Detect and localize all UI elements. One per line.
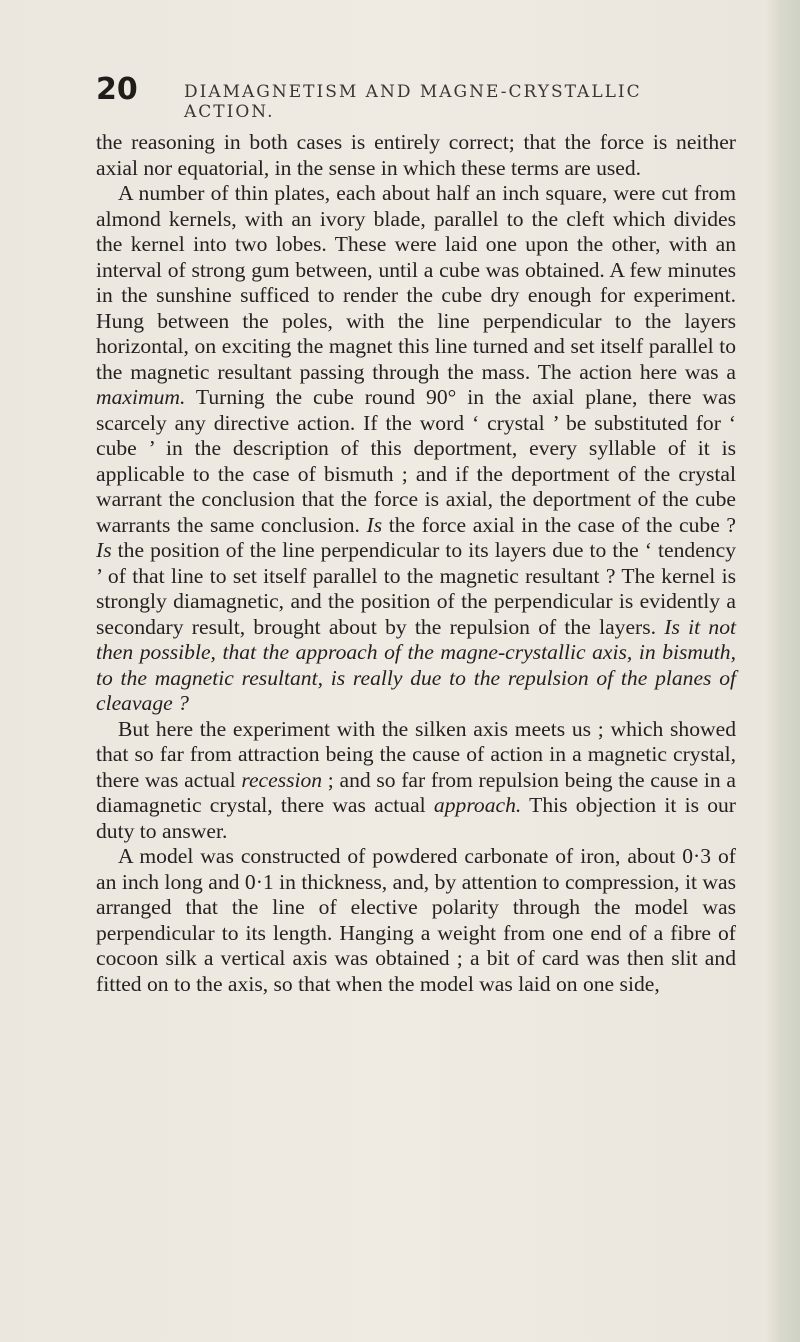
paragraph-3: [96, 717, 736, 845]
paragraph-1: [96, 130, 736, 181]
body-text: [96, 130, 736, 997]
paragraph-1-text: the reasoning in both cases is entirely correct; that the force is neither axial nor equatorial, in the sense in which these terms are used.: [96, 130, 736, 180]
paragraph-2: [96, 181, 736, 717]
page-number: 20: [96, 72, 138, 107]
paragraph-3-text-a: But here the experiment with the silken axis meets us ; which showed that so far from attraction being the cause of action in a magnetic crystal, there was actual: [96, 716, 736, 792]
italic-maximum: maximum.: [96, 385, 186, 409]
italic-question: Is it not then possible, that the approach of the magne-crystallic axis, in bismuth, to the magnetic resultant, is really due to the repulsion of the planes of cleavage ?: [96, 614, 736, 715]
running-title: DIAMAGNETISM AND MAGNE-CRYSTALLIC ACTION.: [184, 82, 642, 122]
italic-approach: approach.: [433, 793, 522, 817]
paragraph-4-text: A model was constructed of powdered carbonate of iron, about 0·3 of an inch long and 0·1 in thickness, and, by attention to compression, it was arranged that the line of elective polarity through the model was perpendicular to its length. Hanging a weight from one end of a fibre of cocoon silk a vertical axis was obtained ; a bit of card was then slit and fitted on to the axis, so that when the model was laid on one side,: [96, 844, 736, 996]
paragraph-2-text-b: Turning the cube round 90° in the axial plane, there was scarcely any directive action. If the word ‘ crystal ’ be substituted for ‘ cube ’ in the description of this deportment, every syllable of it is applicable to the case of bismuth ; and if the deportment of the crystal warrant the conclusion that the force is axial, the deportment of the cube warrants the same conclusion.: [96, 385, 736, 537]
italic-is-2: Is: [96, 538, 112, 562]
paragraph-3-text-b: ; and so far from repulsion being the cause in a diamagnetic crystal, there was actual: [96, 767, 736, 817]
paragraph-2-text-c: the force axial in the case of the cube ?: [388, 512, 737, 537]
paragraph-3-text-c: This objection it is our duty to answer.: [96, 793, 736, 843]
page-header: [96, 72, 736, 122]
paragraph-2-text-d: the position of the line perpendicular to its layers due to the ‘ tendency ’ of that line to set itself parallel to the magnetic resultant ? The kernel is strongly diamagnetic, and the position of the perpendicular is evidently a secondary result, brought about by the repulsion of the layers.: [96, 538, 736, 639]
italic-is-1: Is: [366, 512, 383, 537]
page-edge-shadow: [766, 0, 800, 1342]
paragraph-2-text-a: A number of thin plates, each about half an inch square, were cut from almond kernels, with an ivory blade, parallel to the cleft which divides the kernel into two lobes. These were laid one upon the other, with an interval of strong gum between, until a cube was obtained. A few minutes in the sunshine sufficed to render the cube dry enough for experiment. Hung between the poles, with the line perpendicular to the layers horizontal, on exciting the magnet this line turned and set itself parallel to the magnetic resultant passing through the mass. The action here was a: [96, 181, 736, 384]
paragraph-4: [96, 844, 736, 997]
italic-recession: recession: [241, 767, 323, 792]
